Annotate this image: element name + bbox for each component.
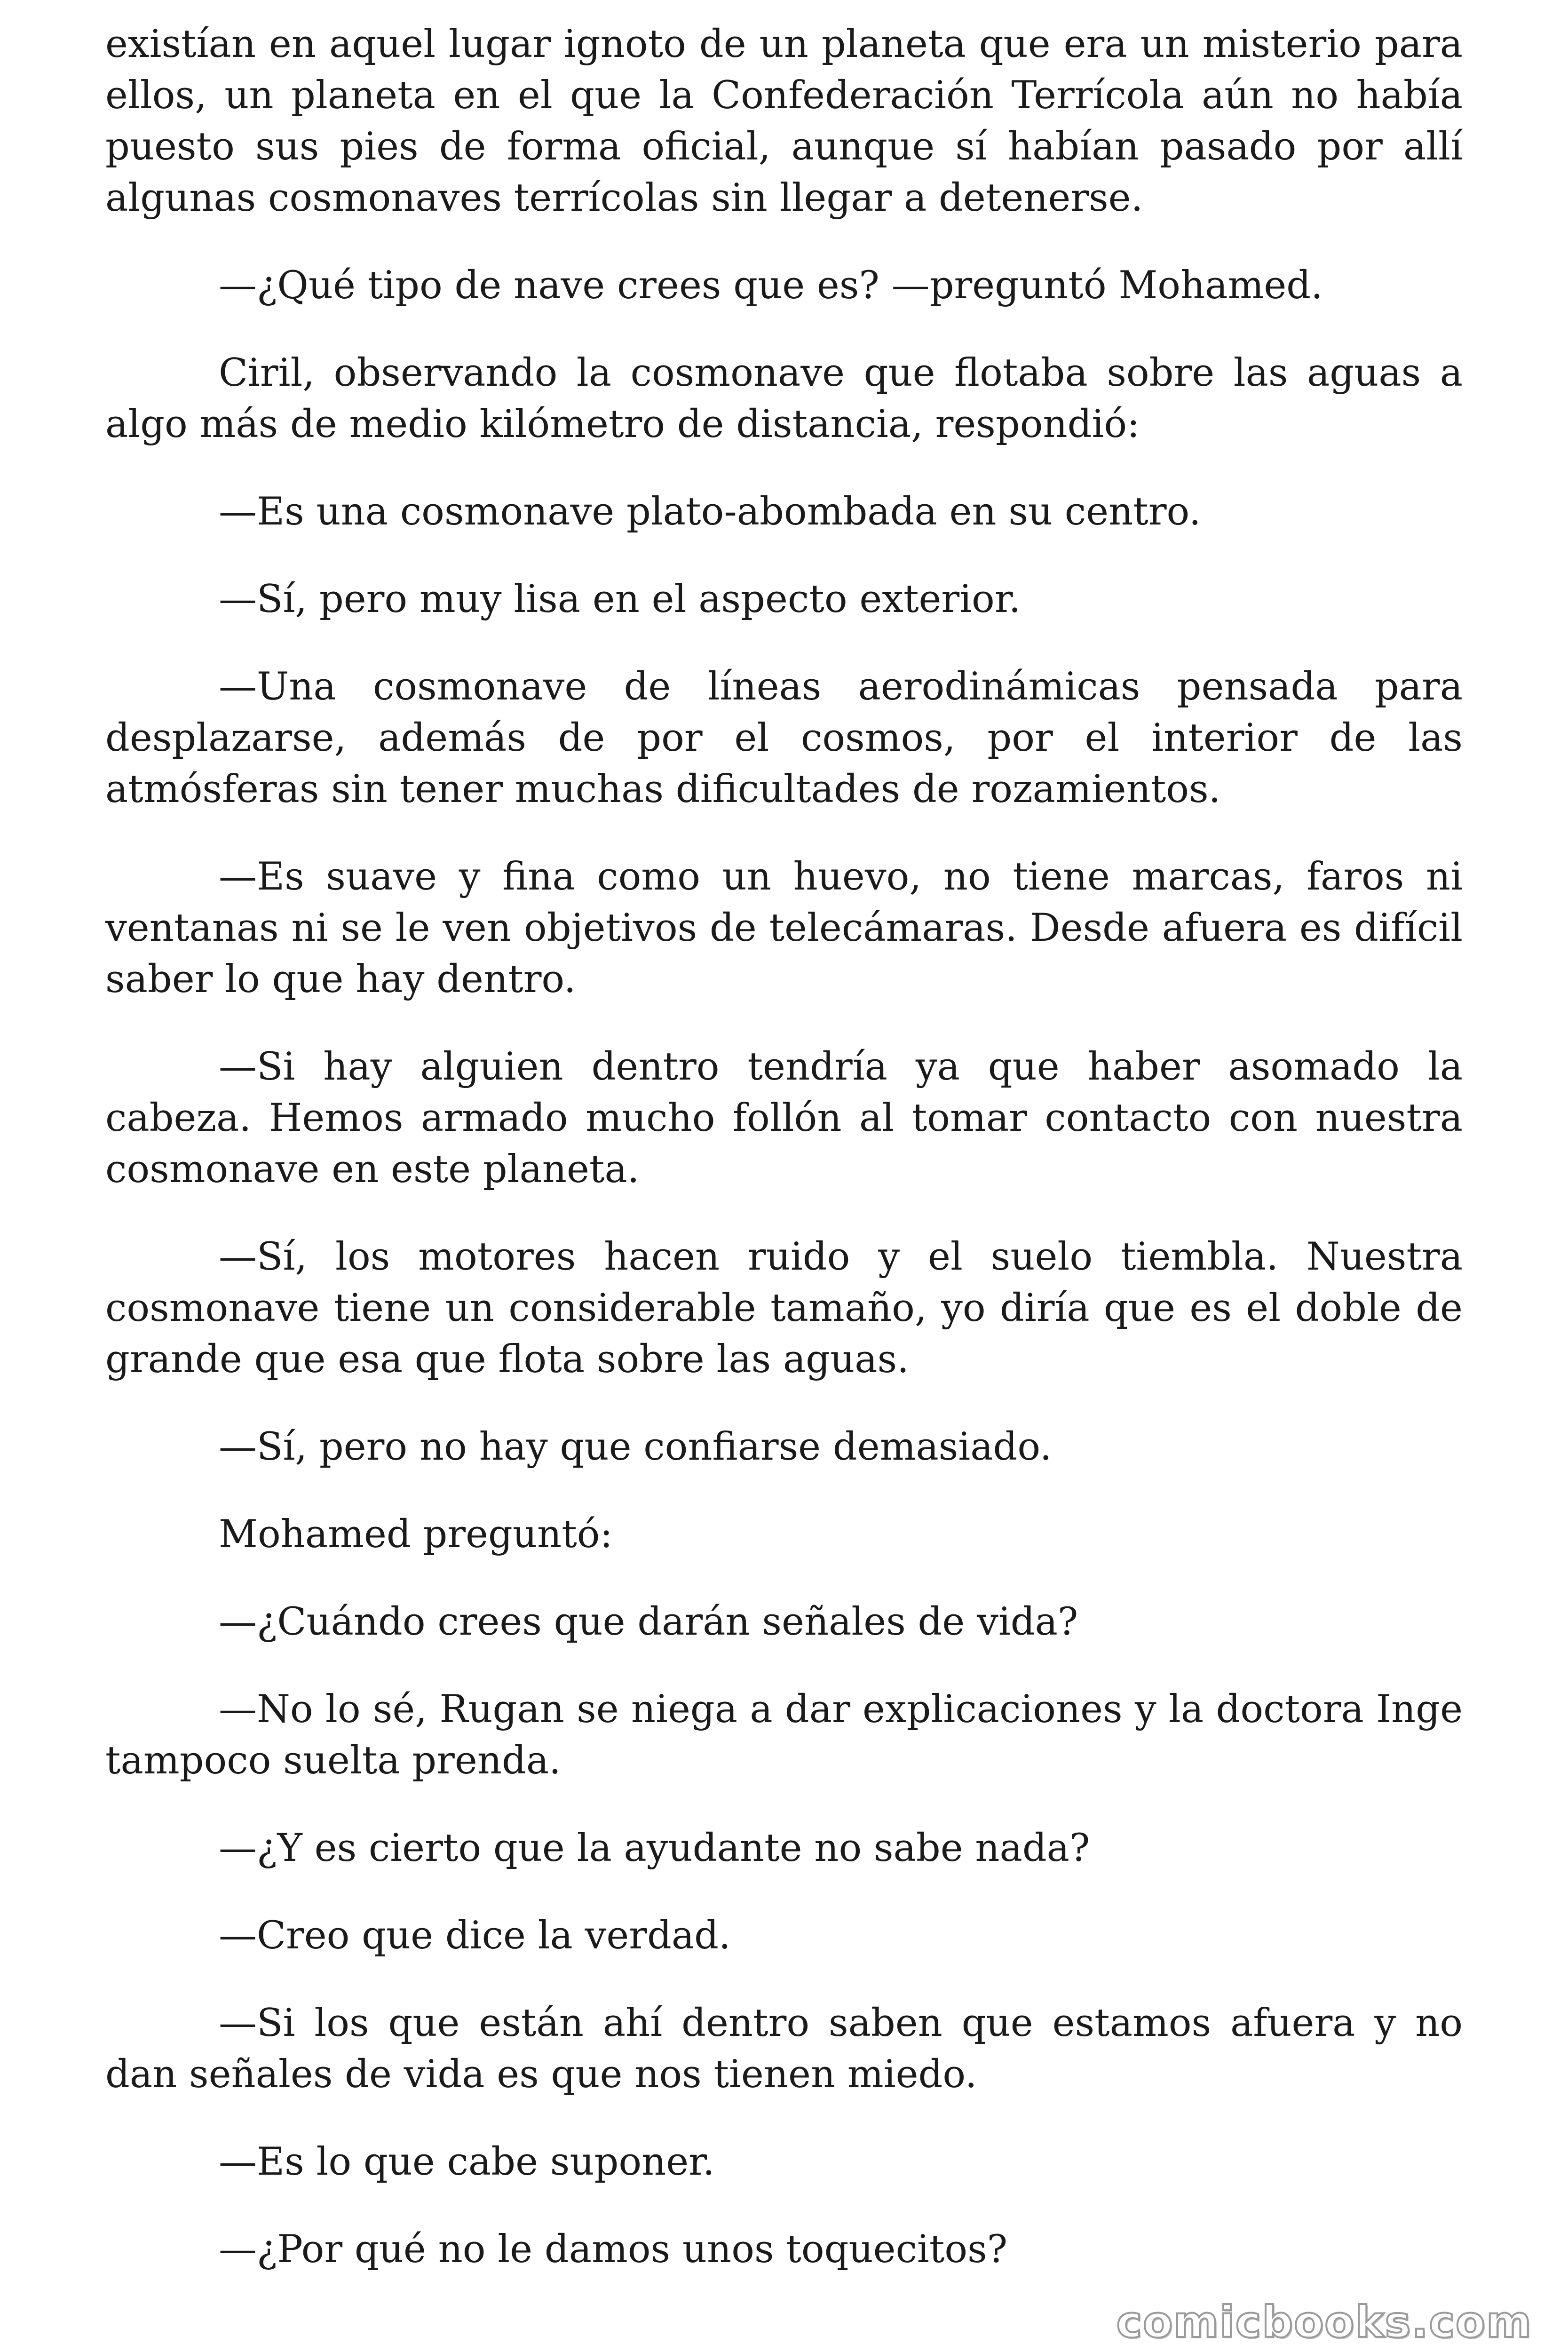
page-text xyxy=(105,19,1463,2312)
watermark-logo: comicbooks.com xyxy=(1116,2297,1532,2347)
paragraph-14: —¿Y es cierto que la ayudante no sabe nada? xyxy=(219,1826,1090,1870)
paragraph-6: —Una cosmonave de líneas aerodinámicas pensada para desplazarse, además de por el cosmos, por el interior de las atmósferas sin tener muchas dificultades de rozamientos. xyxy=(105,665,1463,811)
paragraph-13: —No lo sé, Rugan se niega a dar explicaciones y la doctora Inge tampoco suelta prenda. xyxy=(105,1687,1463,1783)
paragraph-1: existían en aquel lugar ignoto de un planeta que era un misterio para ellos, un planeta en el que la Confederación Terrícola aún no había puesto sus pies de forma oficial, aunque sí habían pasado por allí algunas cosmonaves terrícolas sin llegar a detenerse. xyxy=(105,22,1463,220)
paragraph-18: —¿Por qué no le damos unos toquecitos? xyxy=(219,2227,1008,2272)
paragraph-4: —Es una cosmonave plato-abombada en su centro. xyxy=(219,490,1201,534)
paragraph-5: —Sí, pero muy lisa en el aspecto exterior. xyxy=(219,577,1021,621)
paragraph-11: Mohamed preguntó: xyxy=(219,1512,613,1557)
paragraph-15: —Creo que dice la verdad. xyxy=(219,1914,731,1958)
paragraph-7: —Es suave y fina como un huevo, no tiene marcas, faros ni ventanas ni se le ven objetivos de telecámaras. Desde afuera es difícil saber lo que hay dentro. xyxy=(105,855,1463,1001)
paragraph-3: Ciril, observando la cosmonave que flotaba sobre las aguas a algo más de medio kilómetro de distancia, respondió: xyxy=(105,351,1463,446)
paragraph-2: —¿Qué tipo de nave crees que es? —preguntó Mohamed. xyxy=(219,263,1323,308)
paragraph-12: —¿Cuándo crees que darán señales de vida? xyxy=(219,1600,1078,1644)
paragraph-9: —Sí, los motores hacen ruido y el suelo tiembla. Nuestra cosmonave tiene un considerable tamaño, yo diría que es el doble de grande que esa que flota sobre las aguas. xyxy=(105,1235,1463,1382)
paragraph-10: —Sí, pero no hay que confiarse demasiado. xyxy=(219,1425,1052,1469)
paragraph-16: —Si los que están ahí dentro saben que estamos afuera y no dan señales de vida es que nos tienen miedo. xyxy=(105,2001,1463,2097)
paragraph-8: —Si hay alguien dentro tendría ya que haber asomado la cabeza. Hemos armado mucho follón al tomar contacto con nuestra cosmonave en este planeta. xyxy=(105,1045,1463,1192)
paragraph-17: —Es lo que cabe suponer. xyxy=(219,2140,715,2184)
